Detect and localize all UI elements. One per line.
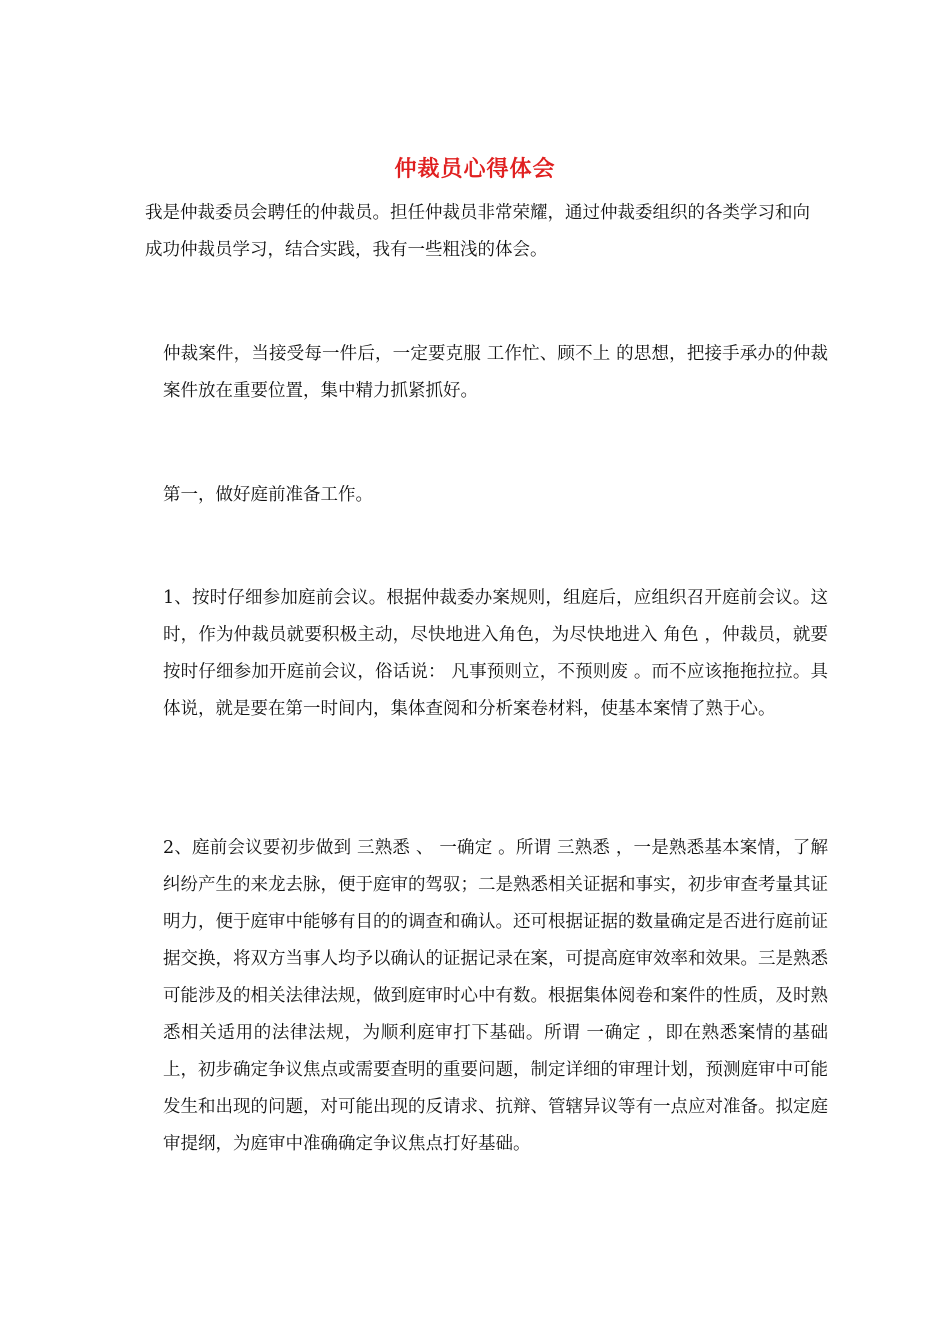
paragraph-item-1: 1、按时仔细参加庭前会议。根据仲裁委办案规则，组庭后，应组织召开庭前会议。这时，作为仲裁员就要积极主动，尽快地进入角色，为尽快地进入 角色 ，仲裁员，就要按时仔细参加开庭前会议，俗话说： 凡事预则立，不预则废 。而不应该拖拖拉拉。具体说，就是要在第一时间内，集体查阅和分析案卷材料，使基本案情了熟于心。 bbox=[163, 588, 828, 719]
paragraph-case-handling: 仲裁案件，当接受每一件后，一定要克服 工作忙、顾不上 的思想，把接手承办的仲裁案件放在重要位置，集中精力抓紧抓好。 bbox=[163, 344, 828, 401]
paragraph-section-first: 第一，做好庭前准备工作。 bbox=[163, 485, 373, 505]
document-title: 仲裁员心得体会 bbox=[394, 157, 556, 182]
paragraph-intro: 我是仲裁委员会聘任的仲裁员。担任仲裁员非常荣耀，通过仲裁委组织的各类学习和向成功仲裁员学习，结合实践，我有一些粗浅的体会。 bbox=[145, 203, 810, 260]
paragraph-item-2: 2、庭前会议要初步做到 三熟悉 、 一确定 。所谓 三熟悉 ，一是熟悉基本案情，了解纠纷产生的来龙去脉，便于庭审的驾驭；二是熟悉相关证据和事实，初步审查考量其证明力，便于庭审中能够有目的的调查和确认。还可根据证据的数量确定是否进行庭前证据交换，将双方当事人均予以确认的证据记录在案，可提高庭审效率和效果。三是熟悉可能涉及的相关法律法规，做到庭审时心中有数。根据集体阅卷和案件的性质，及时熟悉相关适用的法律法规，为顺利庭审打下基础。所谓 一确定 ，即在熟悉案情的基础上，初步确定争议焦点或需要查明的重要问题，制定详细的审理计划，预测庭审中可能发生和出现的问题，对可能出现的反请求、抗辩、管辖异议等有一点应对准备。拟定庭审提纲，为庭审中准确确定争议焦点打好基础。 bbox=[163, 838, 828, 1154]
